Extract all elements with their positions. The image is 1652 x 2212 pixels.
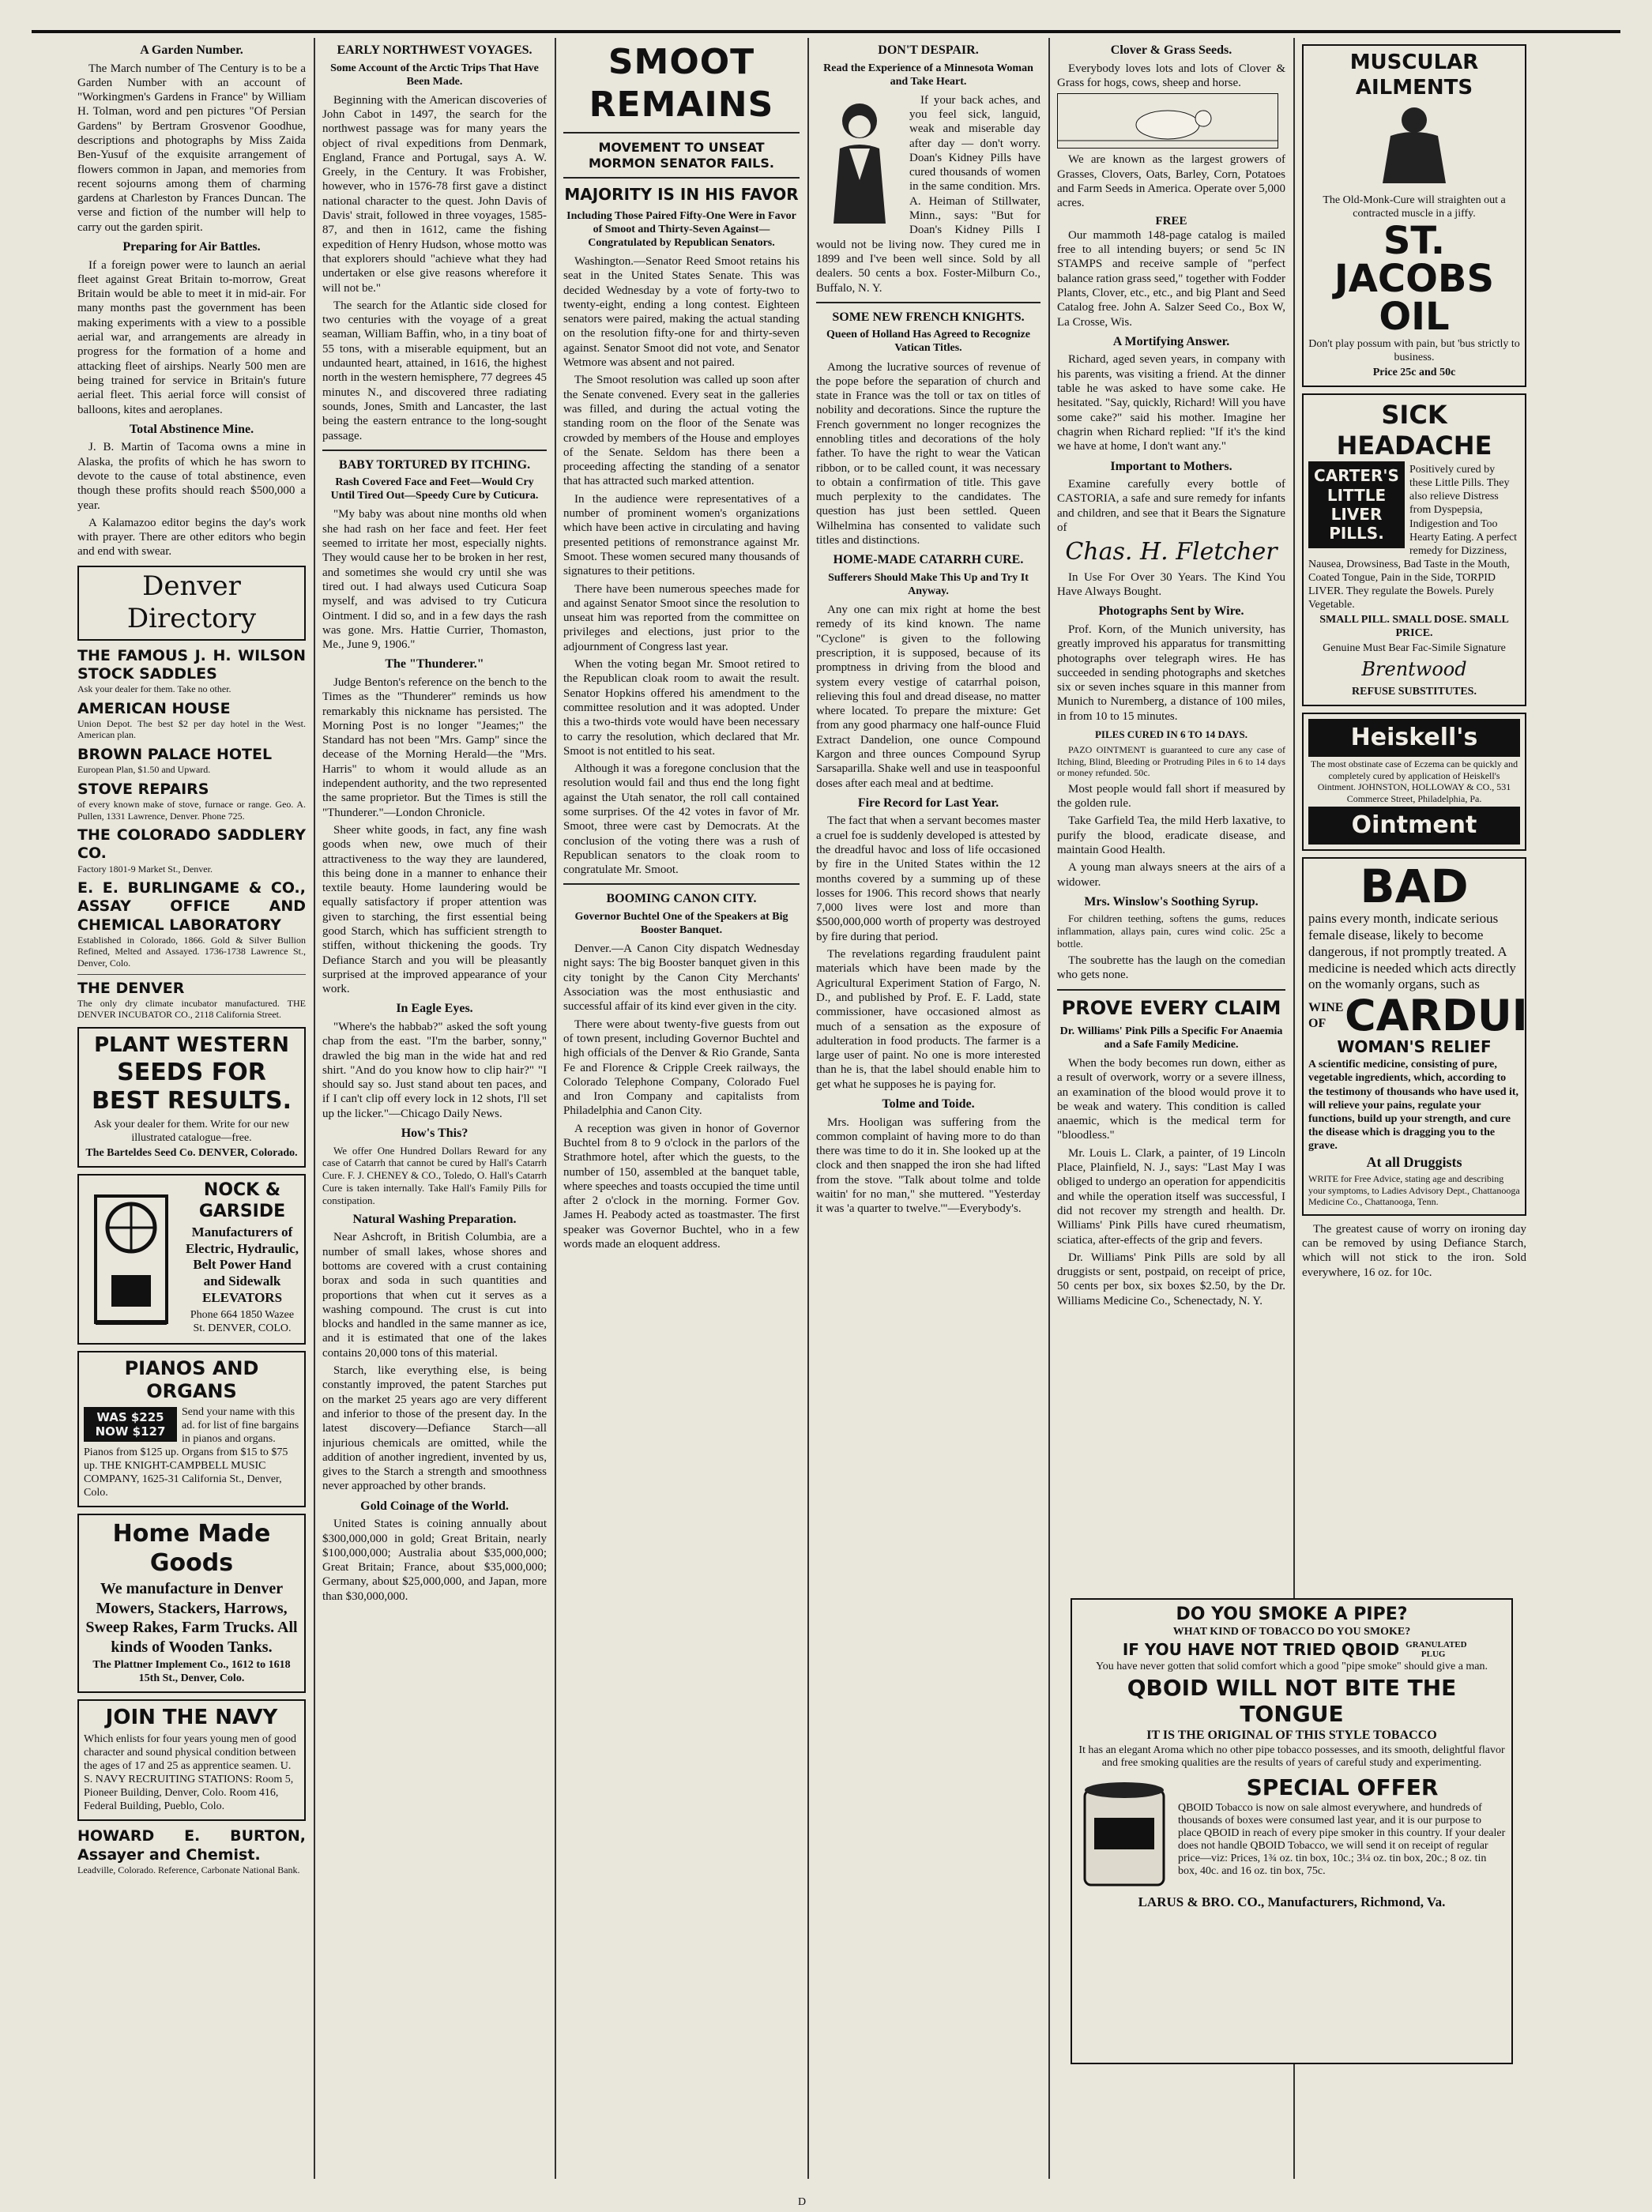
canon-subheading: Governor Buchtel One of the Speakers at Big Booster Banquet. bbox=[574, 910, 788, 937]
winslow-p: For children teething, softens the gums, reduces inflammation, allays pain, cures wind colic. 25c a bottle. bbox=[1057, 912, 1285, 950]
cardui-write: WRITE for Free Advice, stating age and describing your symptoms, to Ladies Advisory Dept., Chattanooga Medicine Co., Chattanooga, Tenn. bbox=[1308, 1172, 1520, 1208]
top-rule bbox=[32, 30, 1620, 33]
dir-burlingame-sub: Established in Colorado, 1866. Gold & Silver Bullion Refined, Melted and Assayed. 1736-1738 Lawrence St., Denver, Colo. bbox=[77, 934, 306, 969]
dir-brown-sub: European Plan, $1.50 and Upward. bbox=[77, 764, 211, 776]
divider bbox=[1057, 989, 1285, 991]
piano-price-box bbox=[84, 1407, 177, 1443]
soubrette-p: The soubrette has the laugh on the comedian who gets none. bbox=[1057, 954, 1285, 982]
footer-mark: D bbox=[798, 2196, 807, 2208]
canon-p3: A reception was given in honor of Governor Buchtel from 8 to 9 o'clock in the parlors of the Strathmore hotel, after which the guests, to the number of 150, assembled at the banquet table, where speeches and toasts occupied the time until after 2 o'clock in the morning. Former Gov. James H. Peabody acted as toastmaster. The first speaker was Governor Buchtel, who in a few words made an eloquent address. bbox=[563, 1122, 800, 1251]
nock-title: NOCK & GARSIDE bbox=[198, 1180, 286, 1222]
qboid-ad bbox=[1071, 1598, 1513, 2064]
carters-text: Positively cured by these Little Pills. They also relieve Distress from Dyspepsia, Indigestion and Too Hearty Eating. A perfect remedy for Dizziness, Nausea, Drowsiness, Bad Taste in the Mouth, Coated Tongue, Pain in the Side, TORPID LIVER. They regulate the Bowels. Purely Vegetable. bbox=[1308, 464, 1518, 611]
divider bbox=[816, 302, 1040, 303]
smoot-headline: SMOOT REMAINS bbox=[589, 42, 774, 125]
canon-p1: Denver.—A Canon City dispatch Wednesday night says: The big Booster banquet given in this city tonight by the Canon City Merchants' Association was the most enthusiastic and successful affair of its kind ever given in the city. bbox=[563, 942, 800, 1014]
navy-ad bbox=[77, 1699, 306, 1821]
tobacco-tin-icon bbox=[1077, 1774, 1172, 1893]
mothers-heading: Important to Mothers. bbox=[1110, 459, 1232, 473]
dir-american-house: AMERICAN HOUSE bbox=[77, 699, 231, 717]
qboid-if-row bbox=[1077, 1640, 1507, 1659]
fire-heading: Fire Record for Last Year. bbox=[857, 796, 999, 810]
despair-subheading: Read the Experience of a Minnesota Woman and Take Heart. bbox=[823, 62, 1033, 88]
qboid-granulated: GRANULATED PLUG bbox=[1406, 1640, 1467, 1659]
navy-title: JOIN THE NAVY bbox=[105, 1706, 278, 1730]
column-rule bbox=[555, 38, 556, 2179]
tolme-p: Mrs. Hooligan was suffering from the common complaint of having more to do than there was time to do it in. She looked up at the clock and then snapped the iron she had lifted from the stove. "Talk about tolme and tolde waitin' for no man," she muttered. "Yesterday it was 'a quarter to twelve.'"—Everybody's. bbox=[816, 1115, 1040, 1216]
mothers-p: Examine carefully every bottle of CASTORIA, a safe and sure remedy for infants and children, and see that it Bears the Signature of bbox=[1057, 478, 1285, 534]
cardui-ad bbox=[1302, 857, 1526, 1215]
canon-heading: BOOMING CANON CITY. bbox=[606, 892, 757, 906]
dir-saddlery-sub: Factory 1801-9 Market St., Denver. bbox=[77, 863, 213, 875]
clover-p3: Our mammoth 148-page catalog is mailed free to all intending buyers; or send 5c IN STAMPS and receive sample of "perfect balance ration grass seed," together with Fodder Plants, Clover, etc., etc., and big Plant and Seed Catalog free. John A. Salzer Seed Co., Box W, La Crosse, Wis. bbox=[1057, 228, 1285, 329]
catarrh-p: Any one can mix right at home the best remedy of its kind known. The name "Cyclone" is given to the following prescription, it is supposed, because of its promptness in driving from the blood and system every vestige of catarrhal poison, relieving this foul and dread disease, no matter where located. To prepare the mixture: Get from any good pharmacy one half-ounce Fluid Extract Dandelion, one ounce Compound Kargon and three ounces Compound Syrup Sarsaparilla. Shake well and use in teaspoonful doses after each meal and at bedtime. bbox=[816, 604, 1040, 790]
qboid-orig: IT IS THE ORIGINAL OF THIS STYLE TOBACCO bbox=[1146, 1729, 1437, 1742]
winslow-heading: Mrs. Winslow's Soothing Syrup. bbox=[1084, 894, 1259, 908]
column-4 bbox=[810, 38, 1047, 2179]
eagle-heading: In Eagle Eyes. bbox=[396, 1002, 473, 1016]
smoot-sub3: Including Those Paired Fifty-One Were in Favor of Smoot and Thirty-Seven Against—Congratulated by Republican Senators. bbox=[566, 209, 796, 249]
smoot-p3: In the audience were representatives of a number of prominent women's organizations which have been active in circulating and having presented petitions of remonstrance against Mr. Smoot. These women secured many thousands of signatures to their petitions. bbox=[563, 492, 800, 578]
divider bbox=[77, 974, 306, 975]
divider bbox=[563, 177, 800, 179]
column-rule bbox=[807, 38, 809, 2179]
genuine-signature: Brentwood bbox=[1361, 658, 1467, 681]
prove-p1: When the body becomes run down, either as a result of overwork, worry or a severe illness, an examination of the blood would prove it to be weak and watery. This condition is called anaemic, which is the medical term for "bloodless." bbox=[1057, 1056, 1285, 1142]
clover-p1: Everybody loves lots and lots of Clover & Grass for hogs, cows, sheep and horse. bbox=[1057, 62, 1285, 89]
wine-label: WINE OF bbox=[1308, 1001, 1344, 1030]
elevator-machine-icon bbox=[84, 1180, 179, 1338]
carters-small: SMALL PILL. SMALL DOSE. SMALL PRICE. bbox=[1319, 614, 1509, 640]
knights-p: Among the lucrative sources of revenue of the pope before the separation of church and state in France was the toll or tax on titles of nobility and decorations. Since the rupture the French government no longer recognizes the ennobling titles and decorations of the holy father. To have the right to wear the Vatican ribbon, or to be called count, it was necessary to obtain a confirmation of title. This gave much perplexity to the candidates. The question has just been settled. Queen Wilhelmina has consented to validate such titles and distinctions. bbox=[816, 360, 1040, 547]
dir-wilson-sub: Ask your dealer for them. Take no other. bbox=[77, 683, 231, 695]
refuse-text: REFUSE SUBSTITUTES. bbox=[1352, 685, 1477, 698]
mortifying-heading: A Mortifying Answer. bbox=[1112, 334, 1230, 348]
jacobs-p: Don't play possum with pain, but 'bus strictly to business. bbox=[1308, 337, 1520, 363]
eagle-p: "Where's the habbab?" asked the soft young chap from the east. "I'm the barber, sonny," drawled the big man in the wide hat and red shirt. "And do you know how to clip hair?" "I should say so. Just stand about ten paces, and if I can't clip off every lock in 12 shots, I'll set up the licker."—Chicago Daily News. bbox=[322, 1021, 547, 1120]
washing-p: Near Ashcroft, in British Columbia, are a number of small lakes, whose shores and bottoms are covered with a crust containing borax and soda in such quantities and proportions that when cut it serves as a washing compound. The crust is cut into blocks and handled in the same manner as ice, and it is estimated that one of the lakes contains 20,000 tons of this material. bbox=[322, 1231, 547, 1360]
photo-p: Prof. Korn, of the Munich university, has greatly improved his apparatus for transmitting photographs over telegraph wires. He has succeeded in sending photographs and sketches six or seven inches square in this manner from Munich to Nuremberg, a distance of 100 miles, in from 10 to 15 minutes. bbox=[1057, 623, 1285, 723]
fire-p: The fact that when a servant becomes master a cruel foe is suddenly developed is attested by the dreadful havoc and loss of life occasioned by fire in the United States within the 12 months covered by a summing up of these losses for 1906. This record shows that nearly 7,000 lives were lost and more than $500,000,000 worth of property was destroyed by fire during that period. bbox=[816, 814, 1040, 943]
goods-ad bbox=[77, 1514, 306, 1693]
mortifying-p: Richard, aged seven years, in company with his parents, was visiting a friend. At the dinner table he was asked to have some cake. He hesitated. "Say, quickly, Richard! Will you have some cake?" said his mother. Imagine her chagrin when Richard replied: "If it's the kind we have at home, I don't want any." bbox=[1057, 353, 1285, 453]
thunderer-p2: Sheer white goods, in fact, any fine wash goods when new, owe much of their attractiveness to the way they are laundered, this being done in a manner to enhance their textile beauty. Home laundering would be equally satisfactory if proper attention was given to starching, the first essential being good Starch, which has sufficient strength to stiffen, without thickening the goods. Try Defiance Starch and you will be pleasantly surprised at the improved appearance of your work. bbox=[322, 823, 547, 996]
photo-heading: Photographs Sent by Wire. bbox=[1098, 604, 1244, 619]
qboid-question: WHAT KIND OF TOBACCO DO YOU SMOKE? bbox=[1172, 1626, 1411, 1638]
column-3 bbox=[557, 38, 806, 2179]
despair-heading: DON'T DESPAIR. bbox=[878, 43, 979, 57]
heiskell-ointment: Ointment bbox=[1308, 807, 1520, 845]
muscular-p1: The Old-Monk-Cure will straighten out a contracted muscle in a jiffy. bbox=[1323, 194, 1506, 220]
abstinence-heading: Total Abstinence Mine. bbox=[129, 422, 254, 436]
baby-heading: BABY TORTURED BY ITCHING. bbox=[338, 457, 531, 472]
dir-saddlery: THE COLORADO SADDLERY CO. bbox=[77, 826, 306, 863]
knights-heading: SOME NEW FRENCH KNIGHTS. bbox=[832, 310, 1025, 324]
fault-p: Most people would fall short if measured by the golden rule. bbox=[1057, 782, 1285, 811]
divider bbox=[563, 883, 800, 885]
prove-p3: Dr. Williams' Pink Pills are sold by all druggists or sent, postpaid, on receipt of price, 50 cents per box, six boxes $2.50, by the Dr. Williams Medicine Co., Schenectady, N. Y. bbox=[1057, 1251, 1285, 1307]
bad-text: pains every month, indicate serious female disease, likely to become dangerous, if not promptly treated. A medicine is needed which acts directly on the womanly organs, such as bbox=[1308, 911, 1516, 992]
bad-title: BAD bbox=[1360, 860, 1469, 914]
prove-heading: PROVE EVERY CLAIM bbox=[1061, 996, 1281, 1019]
nock-ad bbox=[77, 1174, 306, 1345]
carters-logo: CARTER'S LITTLE LIVER PILLS. bbox=[1308, 461, 1405, 548]
heiskell-ad bbox=[1302, 713, 1526, 852]
seeds-ad bbox=[77, 1027, 306, 1168]
catarrh-subheading: Sufferers Should Make This Up and Try It Anyway. bbox=[828, 571, 1029, 597]
genuine-text: Genuine Must Bear Fac-Simile Signature bbox=[1323, 642, 1506, 655]
garden-heading: A Garden Number. bbox=[140, 43, 243, 57]
fletcher-signature: Chas. H. Fletcher bbox=[1065, 538, 1278, 566]
heiskell-title: Heiskell's bbox=[1308, 719, 1520, 758]
column-rule bbox=[314, 38, 315, 2179]
thunderer-heading: The "Thunderer." bbox=[385, 657, 484, 672]
dir-stove: STOVE REPAIRS bbox=[77, 780, 209, 798]
column-1 bbox=[71, 38, 312, 2179]
voyages-heading: EARLY NORTHWEST VOYAGES. bbox=[337, 43, 532, 57]
smoot-p1: Washington.—Senator Reed Smoot retains his seat in the United States Senate. This was decided Wednesday by a vote of forty-two to twenty-eight, ending a long contest. Eighteen senators were paired, making the actual standing on the resolution fifty-one for and thirty-seven against. Senator Smoot did not vote, and Senator Wetmore was absent and not paired. bbox=[563, 255, 800, 370]
seeds-sub: Ask your dealer for them. Write for our new illustrated catalogue—free. bbox=[93, 1118, 290, 1145]
baby-p1: "My baby was about nine months old when she had rash on her face and feet. Her feet seemed to irritate her most, especially nights. They would cause her to be broken in her rest, and sometimes she would cry until she was tired out. I had always used Cuticura Soap myself, and was advised to try Cuticura Ointment. I did so, and in a few days the rash was gone. Mrs. Hattie Currier, Thomaston, Me., June 9, 1906." bbox=[322, 508, 547, 652]
voyages-p2: The search for the Atlantic side closed for two centuries with the voyage of a great seaman, William Baffin, who, in a tiny boat of 55 tons, with a miserable equipment, but an undaunted heart, attained, in 1616, the highest north in the western hemisphere, 77 degrees 45 minutes N., and discovered three radiating sounds, Jones, Smith and Lancaster, the last being the eastern entrance to the long-sought passage. bbox=[322, 299, 547, 442]
smoot-p5: When the voting began Mr. Smoot retired to the Republican cloak room to await the result. Senator Hopkins offered his amendment to the committee resolution and it was adopted. Under this a two-thirds vote would have been necessary to carry the resolution, which declared that Mr. Smoot is not entitled to his seat. bbox=[563, 658, 800, 758]
starch-p: Starch, like everything else, is being constantly improved, the patent Starches put on the market 25 years ago are very different and inferior to those of the present day. In the latest discovery—Defiance Starch—all injurious chemicals are omitted, while the addition of another ingredient, invented by us, gives to the Starch a strength and smoothness never approached by other brands. bbox=[322, 1364, 547, 1493]
garden-text: The March number of The Century is to be a Garden Number with an account of "Workingmen's Gardens in France" by William H. Tolman, word and pen pictures "Of Persian Gardens" by Bertram Grosvenor Goodhue, descriptions and photographs by Miss Zaida Ben-Yusuf of the exquisite arrangement of flowers common in Japan, and memories from recent sojourns among them of charming gardens at Charleston by Frances Duncan. The verse and fiction of the number will help to carry out the garden spirit. bbox=[77, 62, 306, 234]
sick-headache-ad bbox=[1302, 393, 1526, 706]
abstinence-text: J. B. Martin of Tacoma owns a mine in Alaska, the profits of which he has sworn to devote to the cause of total abstinence, even though these profits should reach $500,000 a year. bbox=[77, 441, 306, 512]
seeds-line2: SEEDS FOR BEST RESULTS. bbox=[91, 1058, 292, 1115]
navy-text: Which enlists for four years young men of good character and sound physical condition between the ages of 17 and 25 as apprentice seamen. U. S. NAVY RECRUITING STATIONS: Room 5, Pioneer Building, Denver, Colo. Room 416, Federal Building, Pueblo, Colo. bbox=[84, 1732, 297, 1813]
dir-brown-palace: BROWN PALACE HOTEL bbox=[77, 746, 273, 764]
catarrh-heading: HOME-MADE CATARRH CURE. bbox=[833, 553, 1024, 567]
qboid-p1: You have never gotten that solid comfort which a good "pipe smoke" should give a man. bbox=[1095, 1661, 1488, 1672]
air-heading: Preparing for Air Battles. bbox=[122, 240, 261, 254]
sick-title: SICK HEADACHE bbox=[1336, 400, 1492, 461]
directory-title: Denver Directory bbox=[77, 566, 306, 641]
qboid-p2: It has an elegant Aroma which no other pipe tobacco possesses, and its smooth, delightful flavor and free smoking qualities are the results of years of careful study and experimenting. bbox=[1078, 1744, 1505, 1769]
baby-subheading: Rash Covered Face and Feet—Would Cry Until Tired Out—Speedy Cure by Cuticura. bbox=[330, 476, 539, 502]
cardui-druggists: At all Druggists bbox=[1366, 1153, 1462, 1170]
pianos-title: PIANOS AND ORGANS bbox=[124, 1357, 259, 1403]
paint-p: The revelations regarding fraudulent paint materials which have been made by the Agricultural Experiment Station of Fargo, N. D., and published by Prof. E. F. Ladd, state commissioner, have occasioned almost as much of a sensation as the exposure of adulteration in food products. The farmer is a large user of paint. No one is more interested than he is, that the label should enable him to get what he supposes he is paying for. bbox=[816, 948, 1040, 1091]
cardui-sub: WOMAN'S RELIEF bbox=[1337, 1036, 1492, 1056]
clover-p2: We are known as the largest growers of Grasses, Clovers, Oats, Barley, Corn, Potatoes and Farm Seeds in America. Operate over 5,000 acres. bbox=[1057, 153, 1285, 210]
smoot-p6: Although it was a foregone conclusion that the resolution would fail and thus end the long fight against the Utah senator, the roll call contained some surprises. Of the 42 votes in favor of Mr. Smoot, three were cast by Democrats. At the conclusion of the voting there was a rush of Republican senators to the cloak room to congratulate Mr. Smoot. bbox=[563, 762, 800, 877]
air-text: If a foreign power were to launch an aerial fleet against Great Britain to-morrow, Great Britain would be able to meet it in mid-air. For many months past the government has been making experiments with a view to a possible aerial war, and arrangements are already in progress for the formation of a home and attacking fleet of airships. Nearly 500 men are being trained for service in Britain's future aerial fleet. This aerial force will consist of balloons, kites and aeroplanes. bbox=[77, 258, 306, 416]
muscular-title: MUSCULAR AILMENTS bbox=[1349, 51, 1479, 100]
qboid-body bbox=[1077, 1774, 1507, 1893]
ironing-p: The greatest cause of worry on ironing day can be removed by using Defiance Starch, which will not stick to the iron. Sold everywhere, 16 oz. for 10c. bbox=[1302, 1222, 1526, 1279]
goods-text: We manufacture in Denver Mowers, Stackers, Harrows, Sweep Rakes, Farm Trucks. All kinds of Wooden Tanks. bbox=[85, 1580, 298, 1656]
smoot-p2: The Smoot resolution was called up soon after the Senate convened. Every seat in the galleries was filled, and during the actual voting the standing room on the floor of the Senate was crowded by members of the House and employes of the Senate. Seldom has there been a proceeding affecting the standing of a senator that has attracted such marked attention. bbox=[563, 374, 800, 488]
qboid-offer-block bbox=[1178, 1774, 1507, 1893]
heiskell-text: The most obstinate case of Eczema can be quickly and completely cured by application of Heiskell's Ointment. JOHNSTON, HOLLOWAY & CO., 531 Commerce Street, Philadelphia, Pa. bbox=[1310, 758, 1518, 805]
seeds-co: The Barteldes Seed Co. DENVER, Colorado. bbox=[85, 1147, 298, 1160]
cardui-text: A scientific medicine, consisting of pure, vegetable ingredients, which, according to the testimony of thousands who have used it, will relieve your pains, regulate your functions, build up your strength, and cure the disease which is dragging you to the grave. bbox=[1308, 1059, 1519, 1152]
column-rule bbox=[1048, 38, 1050, 2179]
goods-co: The Plattner Implement Co., 1612 to 1618 15th St., Denver, Colo. bbox=[92, 1659, 291, 1685]
incubator-text: The only dry climate incubator manufactured. THE DENVER INCUBATOR CO., 2118 California Street. bbox=[77, 997, 306, 1021]
divider bbox=[322, 450, 547, 451]
sheep-field-icon bbox=[1057, 93, 1278, 149]
dir-american-sub: Union Depot. The best $2 per day hotel in the West. American plan. bbox=[77, 717, 306, 741]
monk-icon bbox=[1367, 100, 1462, 187]
cardui-row bbox=[1308, 990, 1528, 1040]
dir-wilson-saddles: THE FAMOUS J. H. WILSON STOCK SADDLES bbox=[77, 646, 306, 683]
burton-text: Leadville, Colorado. Reference, Carbonate National Bank. bbox=[77, 1864, 300, 1875]
clover-free: FREE bbox=[1155, 214, 1187, 228]
despair-p: If your back aches, and you feel sick, languid, weak and miserable day after day — don't worry. Doan's Kidney Pills have cured thousands of women in the same condition. Mrs. A. Heiman of Stillwater, Minn., says: "But for Doan's Kidney Pills I would not be living now. They cured me in 1899 and I've been well since. Sold by all dealers. 50 cents a box. Foster-Milburn Co., Buffalo, N. Y. bbox=[816, 93, 1040, 295]
qboid-heading: DO YOU SMOKE A PIPE? bbox=[1176, 1604, 1408, 1624]
smoot-sub1: MOVEMENT TO UNSEAT MORMON SENATOR FAILS. bbox=[589, 140, 774, 171]
garfield-p: Take Garfield Tea, the mild Herb laxative, to purify the blood, eradicate disease, and maintain Good Health. bbox=[1057, 814, 1285, 856]
qboid-company: LARUS & BRO. CO., Manufacturers, Richmond, Va. bbox=[1138, 1894, 1446, 1909]
qboid-bite: QBOID WILL NOT BITE THE TONGUE bbox=[1127, 1675, 1457, 1727]
jacobs-price: Price 25c and 50c bbox=[1372, 367, 1456, 379]
piles-p: PAZO OINTMENT is guaranteed to cure any case of Itching, Blind, Bleeding or Protruding Piles in 6 to 14 days or money refunded. 50c. bbox=[1057, 743, 1285, 779]
washing-heading: Natural Washing Preparation. bbox=[352, 1212, 517, 1226]
hows-this-heading: How's This? bbox=[401, 1127, 469, 1141]
dir-stove-sub: of every known make of stove, furnace or range. Geo. A. Pullen, 1331 Lawrence, Denver. Phone 725. bbox=[77, 799, 306, 822]
cardui-title: CARDUI bbox=[1345, 990, 1528, 1040]
divider bbox=[563, 132, 800, 134]
jacobs-line2: JACOBS OIL bbox=[1334, 256, 1495, 339]
woman-portrait-icon bbox=[816, 93, 903, 228]
thunderer-p1: Judge Benton's reference on the bench to the Times as the "Thunderer" reminds us how remarkably this nickname has persisted. The Morning Post is no longer "Jeames;" the Standard has not been "Mrs. Gamp" since the decease of the Morning Herald—the "Mrs. Harris" to whom it would allude as an independent authority, and the two represented the same proprietor. But the Times is still the "Thunderer."—London Chronicle. bbox=[322, 675, 547, 819]
gold-heading: Gold Coinage of the World. bbox=[360, 1499, 509, 1513]
kalamazoo-text: A Kalamazoo editor begins the day's work with prayer. There are other editors who begin and end with swear. bbox=[77, 516, 306, 559]
pianos-text: Send your name with this ad. for list of fine bargains in pianos and organs. Pianos from $125 up. Organs from $15 to $75 up. THE KNIGHT-CAMPBELL MUSIC COMPANY, 1625-31 California St., Denver, Colo. bbox=[84, 1405, 299, 1499]
gold-p: United States is coining annually about $300,000,000 in gold; Great Britain, nearly $100,000,000; Australia about $35,000,000; Great Britain; France, about $35,000,000; Germany, about $25,000,000, and Japan, more than $30,000,000. bbox=[322, 1518, 547, 1603]
pianos-ad bbox=[77, 1351, 306, 1507]
clover-heading: Clover & Grass Seeds. bbox=[1110, 43, 1232, 57]
voyages-p1: Beginning with the American discoveries of John Cabot in 1497, the search for the northwest passage was for many years the object of rival expeditions from Denmark, England, France and Portugal, says A. W. Greely, in the Century. It was Frobisher, however, who in 1576-78 first gave a distinct national character to the quest. John Davis of Davis' strait, followed in three voyages, 1585-87, and then in 1612, came the fishing expedition of Henry Hudson, whose motto was that explorers should "achieve what they had undertaken or else give reasons wherefore it will not be." bbox=[322, 93, 547, 295]
mothers-p2: In Use For Over 30 Years. The Kind You Have Always Bought. bbox=[1057, 570, 1285, 599]
nock-phone: Phone 664 1850 Wazee St. DENVER, COLO. bbox=[190, 1308, 295, 1334]
tolme-heading: Tolme and Toide. bbox=[882, 1097, 975, 1112]
widower-p: A young man always sneers at the airs of a widower. bbox=[1057, 861, 1285, 889]
jacobs-line1: ST. bbox=[1383, 218, 1446, 263]
nock-text: Manufacturers of Electric, Hydraulic, Belt Power Hand and Sidewalk ELEVATORS bbox=[185, 1224, 299, 1305]
prove-p2: Mr. Louis L. Clark, a painter, of 19 Lincoln Place, Plainfield, N. J., says: "Last May I was obliged to undergo an operation for appendicitis and while the operation itself was successful, I did not recover my strength and health. Dr. Williams' Pink Pills have cured rheumatism, sciatica, after-effects of the grip and fevers. bbox=[1057, 1146, 1285, 1247]
piles-heading: PILES CURED IN 6 TO 14 DAYS. bbox=[1094, 728, 1247, 741]
qboid-offer: SPECIAL OFFER bbox=[1246, 1774, 1439, 1800]
dir-burlingame: E. E. BURLINGAME & CO., ASSAY OFFICE AND CHEMICAL LABORATORY bbox=[77, 879, 306, 934]
knights-subheading: Queen of Holland Has Agreed to Recognize Vatican Titles. bbox=[826, 329, 1030, 355]
muscular-ad bbox=[1302, 44, 1526, 387]
smoot-p4: There have been numerous speeches made for and against Senator Smoot since the resolution to unseat him was reported from the committee on privileges and elections, just prior to the adjournment of Congress last year. bbox=[563, 582, 800, 653]
canon-p2: There were about twenty-five guests from out of town present, including Governor Buchtel and high officials of the Denver & Rio Grande, Santa Fe and Florence & Cripple Creek railways, the Colorado Telephone Company, Colorado Fuel and Iron Company and capitalists from Philadelphia and Canon City. bbox=[563, 1018, 800, 1118]
price-was: WAS $225 bbox=[96, 1409, 164, 1424]
prove-subheading: Dr. Williams' Pink Pills a Specific For Anaemia and a Safe Family Medicine. bbox=[1059, 1025, 1283, 1051]
seeds-line1: PLANT WESTERN bbox=[94, 1033, 289, 1058]
burton-title: HOWARD E. BURTON, Assayer and Chemist. bbox=[77, 1827, 306, 1864]
price-now: NOW $127 bbox=[95, 1424, 166, 1439]
qboid-p3: QBOID Tobacco is now on sale almost everywhere, and hundreds of thousands of boxes were consumed last year, and it is our purpose to place QBOID in reach of every pipe smoker in this country. If your dealer does not handle QBOID Tobacco, we will send it on receipt of regular price—viz: Prices, 1¾ oz. tin box, 10c.; 3¼ oz. tin box, 20c.; 8 oz. tin box, 40c. and 16 oz. tin box, 75c. bbox=[1178, 1802, 1506, 1877]
column-2 bbox=[316, 38, 553, 2179]
goods-title: Home Made Goods bbox=[112, 1520, 271, 1577]
voyages-subheading: Some Account of the Arctic Trips That Have Been Made. bbox=[330, 62, 539, 88]
qboid-if: IF YOU HAVE NOT TRIED QBOID bbox=[1122, 1640, 1400, 1659]
smoot-sub2: MAJORITY IS IN HIS FAVOR bbox=[564, 185, 799, 205]
incubator-title: THE DENVER bbox=[77, 979, 185, 997]
hows-this-text: We offer One Hundred Dollars Reward for any case of Catarrh that cannot be cured by Hall's Catarrh Cure. F. J. CHENEY & CO., Toledo, O. Hall's Catarrh Cure is taken internally. Take Hall's Family Pills for constipation. bbox=[322, 1144, 547, 1207]
